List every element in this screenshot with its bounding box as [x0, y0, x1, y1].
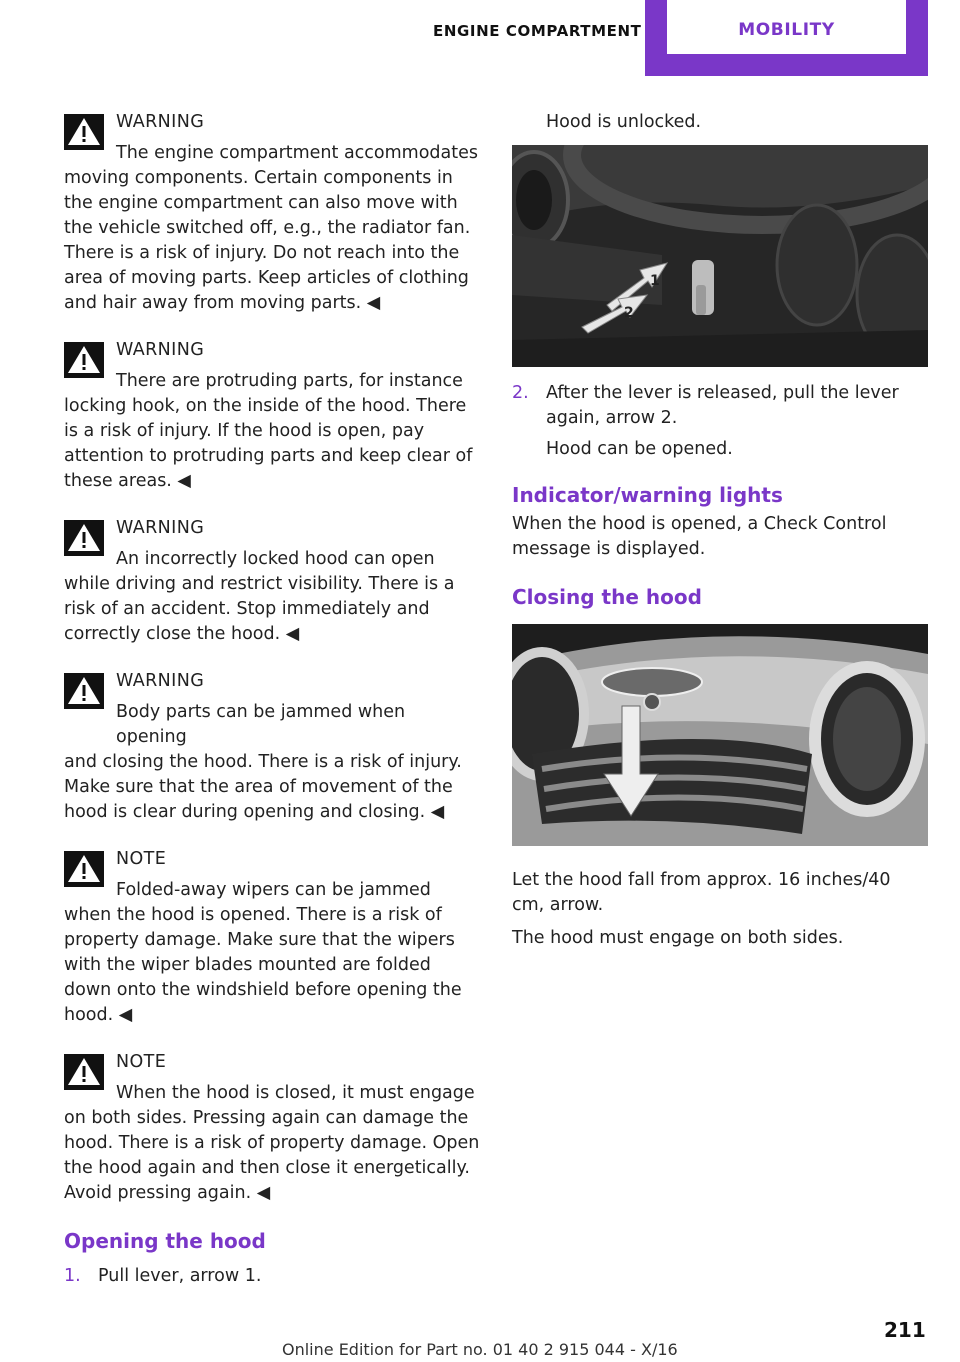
warning-block [64, 338, 480, 494]
footer-edition: Online Edition for Part no. 01 40 2 915 044 - X/16 [282, 1340, 678, 1359]
section-heading-indicator: Indicator/warning lights [512, 483, 783, 507]
warning-triangle-icon [64, 520, 104, 556]
block-label: WARNING [116, 518, 205, 538]
chapter-tab [645, 0, 928, 76]
arrow-2-label: 2 [624, 305, 634, 321]
block-text-first: An incorrectly locked hood can open [116, 549, 435, 569]
running-section-title: ENGINE COMPARTMENT [433, 22, 642, 40]
block-text-rest: moving components. Certain components in the engine compartment can also move with the vehicle switched off, e.g., the radiator fan. There is a risk of injury. Do not reach into the area of moving parts. Keep articles of clothing and hair away from moving parts. ◀ [64, 168, 471, 313]
right-column [512, 110, 928, 959]
section-heading-opening: Opening the hood [64, 1229, 266, 1253]
block-text-first: When the hood is closed, it must engage [116, 1083, 475, 1103]
indicator-text: When the hood is opened, a Check Control message is displayed. [512, 514, 887, 559]
warning-triangle-icon [64, 673, 104, 709]
step-result: Hood is unlocked. [546, 112, 702, 132]
warning-triangle-icon [64, 342, 104, 378]
note-triangle-icon [64, 851, 104, 887]
step-result: Hood can be opened. [546, 439, 733, 459]
step-item [512, 381, 928, 431]
page-number: 211 [884, 1318, 926, 1342]
block-text-first: Folded-away wipers can be jammed [116, 880, 431, 900]
block-text-rest: on both sides. Pressing again can damage the hood. There is a risk of property damage. Open the hood again and then close it energetically. Avoid pressing again. ◀ [64, 1108, 480, 1203]
step-text: After the lever is released, pull the lever again, arrow 2. [546, 383, 899, 428]
block-text-rest: while driving and restrict visibility. There is a risk of an accident. Stop immediately and correctly close the hood. ◀ [64, 574, 455, 644]
hood-closing-illustration [512, 624, 928, 846]
block-label: WARNING [116, 340, 205, 360]
left-column [64, 110, 480, 1295]
block-label: NOTE [116, 1052, 167, 1072]
step-item [64, 1264, 480, 1289]
block-text-first: Body parts can be jammed when opening [116, 702, 406, 747]
warning-block [64, 110, 480, 316]
note-triangle-icon [64, 1054, 104, 1090]
hood-lever-illustration [512, 145, 928, 367]
closing-text-2: The hood must engage on both sides. [512, 928, 844, 948]
arrow-1-label: 1 [650, 273, 660, 289]
block-label: NOTE [116, 849, 167, 869]
chapter-title: MOBILITY [738, 20, 835, 40]
note-block [64, 847, 480, 1028]
block-label: WARNING [116, 671, 205, 691]
chapter-tab-inner [667, 0, 906, 54]
step-text: Pull lever, arrow 1. [98, 1266, 262, 1286]
closing-text-1: Let the hood fall from approx. 16 inches/40 cm, arrow. [512, 870, 891, 915]
block-text-rest: when the hood is opened. There is a risk of property damage. Make sure that the wipers with the wiper blades mounted are folded down onto the windshield before opening the hood. ◀ [64, 905, 462, 1025]
block-text-first: There are protruding parts, for instance [116, 371, 463, 391]
note-block [64, 1050, 480, 1206]
step-number: 2. [512, 383, 529, 403]
warning-triangle-icon [64, 114, 104, 150]
warning-block [64, 669, 480, 825]
warning-block [64, 516, 480, 647]
block-text-rest: locking hook, on the inside of the hood. There is a risk of injury. If the hood is open, pay attention to protruding parts and keep clear of these areas. ◀ [64, 396, 473, 491]
section-heading-closing: Closing the hood [512, 585, 702, 609]
step-number: 1. [64, 1266, 81, 1286]
hood-closing-photo [512, 624, 928, 846]
block-text-rest: and closing the hood. There is a risk of injury. Make sure that the area of movement of the hood is clear during opening and closing. ◀ [64, 752, 462, 822]
block-text-first: The engine compartment accommodates [116, 143, 479, 163]
block-label: WARNING [116, 112, 205, 132]
hood-lever-photo [512, 145, 928, 367]
